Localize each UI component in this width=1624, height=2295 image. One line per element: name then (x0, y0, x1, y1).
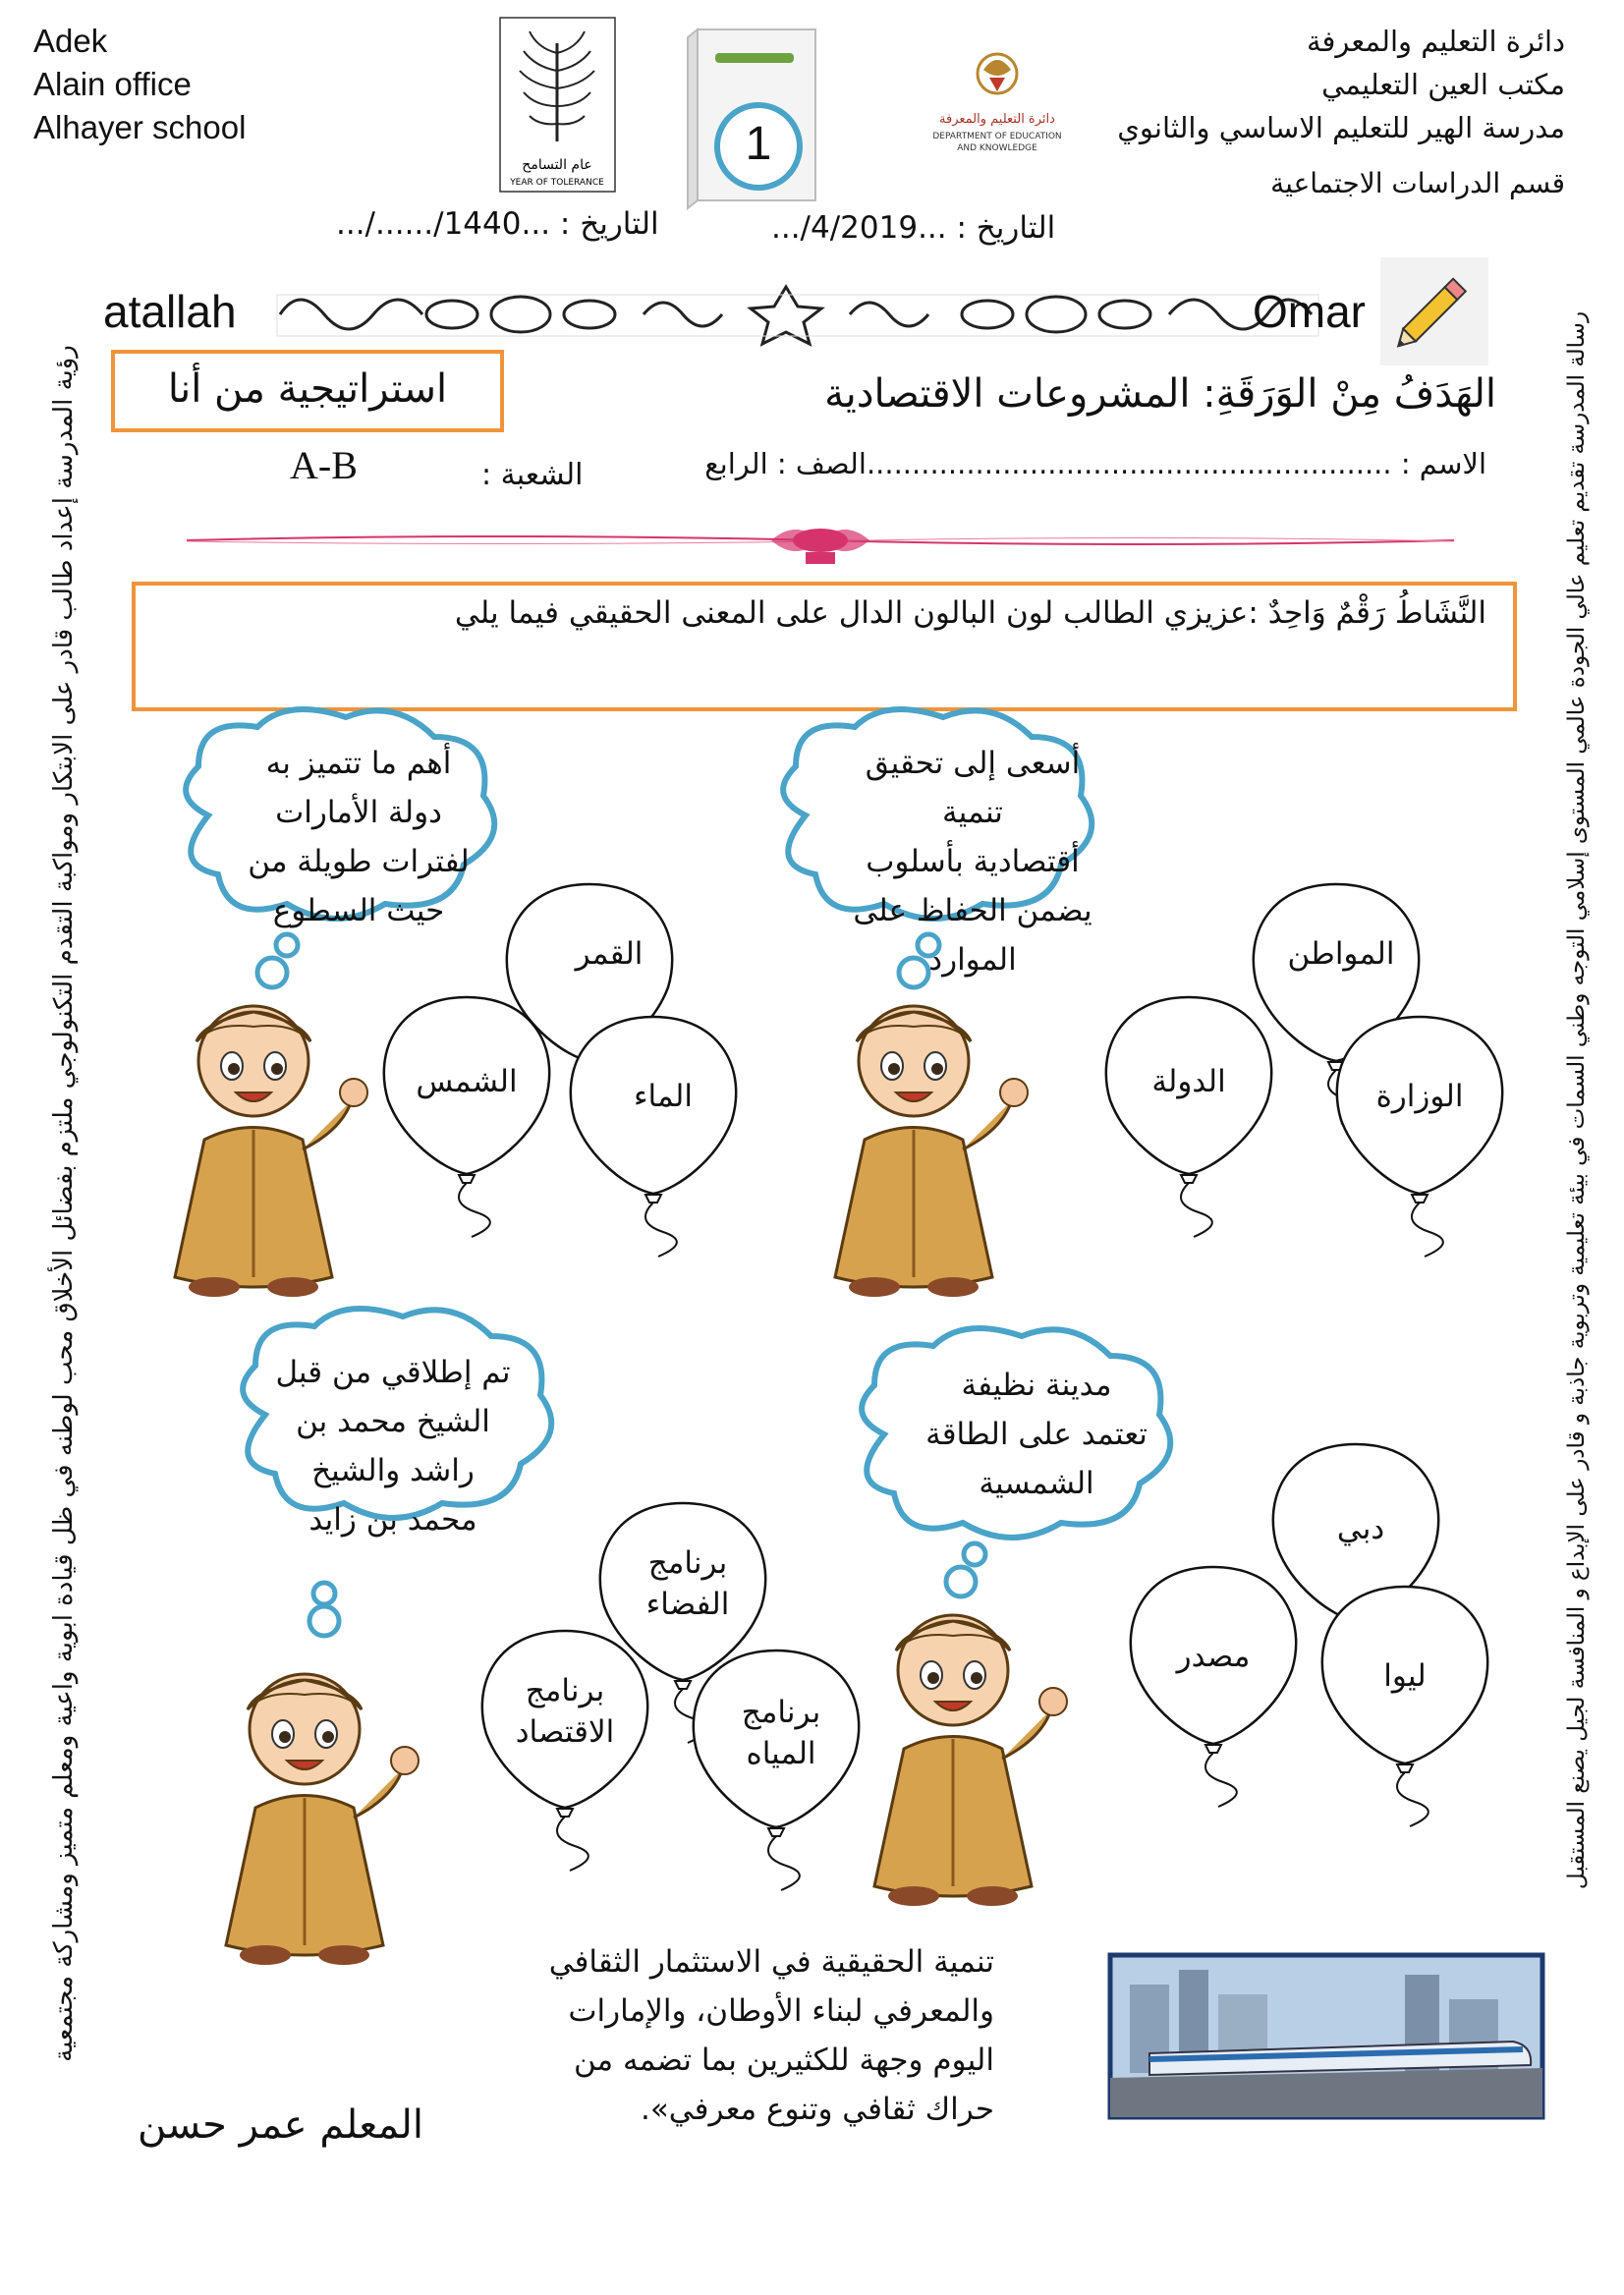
clue-line: الشمسية (979, 1466, 1094, 1501)
balloon-option[interactable]: الشمس (416, 1064, 518, 1099)
header-en-line: Alhayer school (33, 109, 247, 145)
header-ar-line: مكتب العين التعليمي (1321, 68, 1565, 101)
balloon-option[interactable]: برنامج المياه (741, 1695, 821, 1771)
clue-line: يضمن الحفاظ على (853, 893, 1092, 928)
student-name-line: الاسم : .......................................................... (866, 447, 1486, 480)
balloon-option[interactable]: الدولة (1151, 1064, 1226, 1099)
doe-logo-en-1: DEPARTMENT OF EDUCATION (932, 132, 1062, 141)
section-label: الشعبة : (481, 458, 584, 492)
clue-line: أهم ما تتميز به (265, 746, 452, 781)
section-value: A-B (290, 443, 358, 487)
header-en-line: Adek (33, 23, 108, 59)
balloon-option[interactable]: المواطن (1287, 936, 1395, 972)
school-mission-text: رسالة المدرسة تقديم تعليم عالي الجودة عالمي المستوى إسلامي التوجه وطني السمات في بيئة تعليمية وتربوية جاذبة و قادر على الإبداع و المنافسة لجيل يصنع المستقبل (1564, 310, 1590, 1890)
balloon-option[interactable]: برنامج الفضاء (645, 1545, 730, 1622)
balloon-option[interactable]: الماء (633, 1079, 693, 1114)
balloon-option[interactable]: الوزارة (1375, 1079, 1464, 1114)
clue-line: أسعى إلى تحقيق تنمية (865, 746, 1081, 830)
clue-line: تعتمد على الطاقة (925, 1417, 1148, 1452)
puzzle-3-clue (904, 1361, 1169, 1508)
student-class: الصف : الرابع (704, 447, 867, 480)
clue-line: أقتصادية بأسلوب (866, 844, 1080, 879)
paragraph-line: اليوم وجهة للكثيرين بما تضمه من (573, 2043, 994, 2078)
balloon-option[interactable]: القمر (575, 936, 644, 972)
clue-line: الموارد (928, 942, 1017, 978)
header-ar-line: مدرسة الهير للتعليم الاساسي والثانوي (1117, 111, 1565, 144)
hijri-date: التاريخ : ...1440/....../... (336, 206, 659, 242)
clue-line: مدينة نظيفة (961, 1368, 1112, 1403)
clue-line: لفترات طويلة من (248, 844, 470, 879)
clue-line: راشد والشيخ (311, 1453, 475, 1488)
doe-logo-en-2: AND KNOWLEDGE (957, 143, 1037, 153)
header-ar-line: دائرة التعليم والمعرفة (1306, 25, 1565, 58)
clue-line: محمد بن زايد (308, 1502, 477, 1538)
paragraph-line: والمعرفي لبناء الأوطان، والإمارات (568, 1993, 994, 2029)
school-vision (34, 236, 93, 2171)
balloon-option[interactable]: ليوا (1383, 1658, 1427, 1694)
school-vision-text: رؤية المدرسة إعداد طالب قادر على الابتكار ومواكبة التقدم التكنولوجي ملتزم بفضائل الأخلاق محب لوطنه في ظل قيادة ابوية واعية ومعلم متميز ومشاركة مجتمعية (49, 345, 79, 2062)
strategy-box: استراتيجية من أنا (111, 350, 504, 432)
puzzle-1-clue (840, 739, 1105, 984)
student-last-name: atallah (103, 286, 237, 337)
gregorian-date: التاريخ : ...4/2019/... (771, 210, 1056, 246)
balloon-option[interactable]: دبي (1336, 1511, 1385, 1546)
clue-line: دولة الأمارات (275, 795, 442, 830)
clue-line: الشيخ محمد بن (296, 1404, 490, 1439)
metro-photo (1110, 1955, 1542, 2117)
paragraph-line: حراك ثقافي وتنوع معرفي». (640, 2092, 994, 2127)
school-mission (1547, 236, 1606, 1965)
worksheet-goal: الهَدَفُ مِنْ الوَرَقَةِ: المشروعات الاقتصادية (824, 371, 1496, 417)
activity-instruction: النَّشَاطُ رَقْمٌ وَاحِدٌ :عزيزي الطالب لون البالون الدال على المعنى الحقيقي فيما يلي (454, 595, 1486, 631)
puzzle-4-clue (260, 1348, 526, 1544)
clue-line: تم إطلاقي من قبل (275, 1355, 511, 1390)
teacher-name: المعلم عمر حسن (138, 2102, 423, 2148)
closing-paragraph (503, 1937, 994, 2134)
department-label: قسم الدراسات الاجتماعية (1270, 167, 1565, 199)
tolerance-logo-en: YEAR OF TOLERANCE (510, 178, 604, 188)
puzzle-2-clue (226, 739, 491, 935)
doe-logo-ar: دائرة التعليم والمعرفة (939, 112, 1055, 127)
header-en-line: Alain office (33, 66, 192, 102)
student-first-name: Omar (1253, 286, 1366, 337)
balloon-option[interactable]: مصدر (1176, 1639, 1251, 1674)
tolerance-logo-ar: عام التسامح (522, 157, 592, 173)
page-number: 1 (745, 118, 772, 170)
clue-line: حيث السطوع (272, 893, 445, 928)
balloon-option[interactable]: برنامج الاقتصاد (515, 1673, 615, 1750)
paragraph-line: تنمية الحقيقية في الاستثمار الثقافي (548, 1944, 994, 1980)
